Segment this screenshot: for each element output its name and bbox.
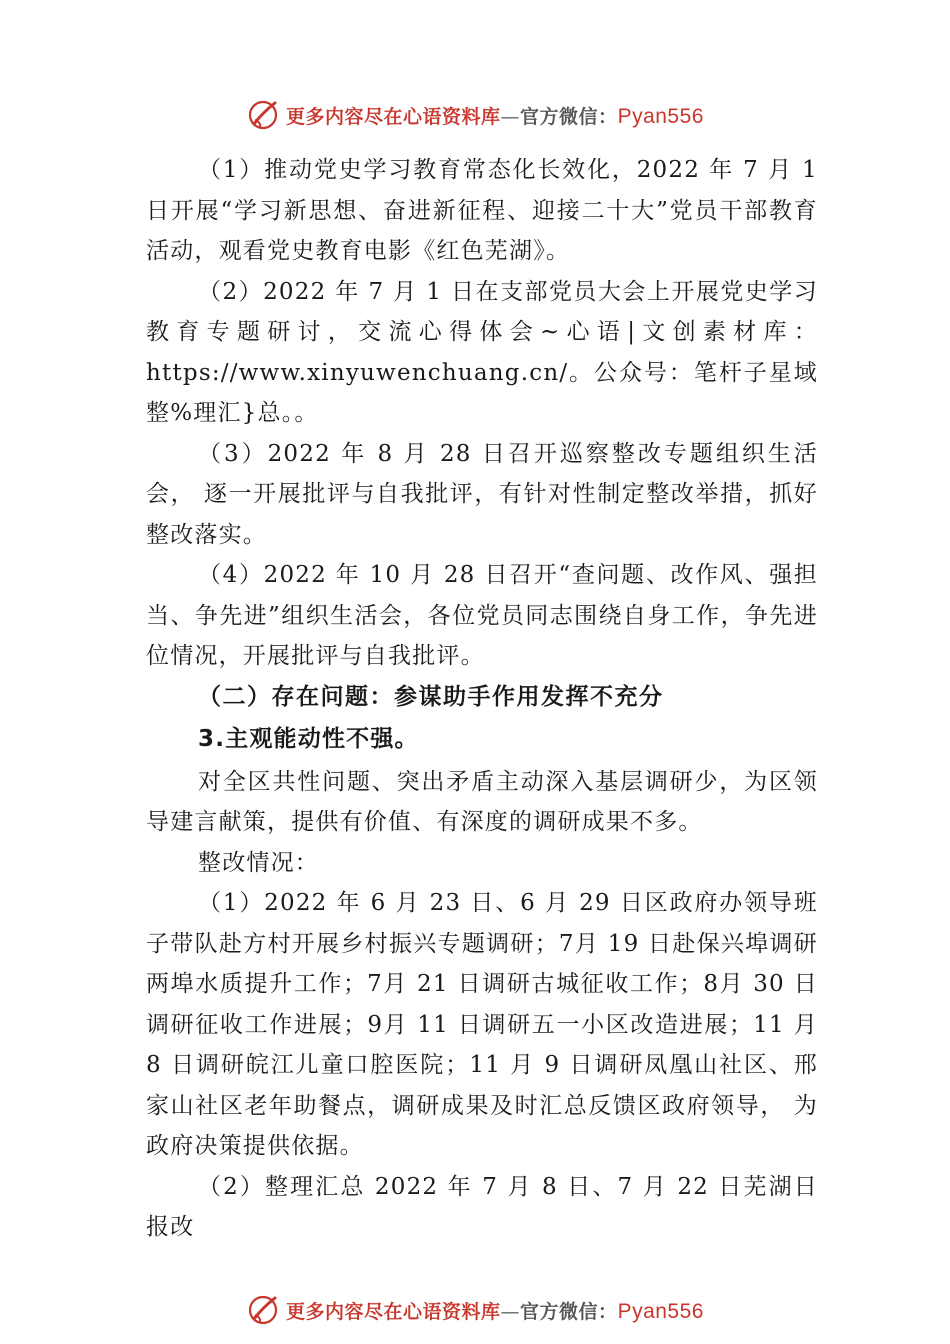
paragraph: 整改情况： [198, 849, 319, 876]
footer-text [286, 1297, 704, 1324]
paragraph: （1）推动党史学习教育常态化长效化，2022 年 7 月 1 日开展“学习新思想、奋进新征程、迎接二十大”党员干部教育活动，观看党史教育电影《红色芜湖》。 [146, 157, 818, 264]
paragraph: （4）2022 年 10 月 28 日召开“查问题、改作风、强担当、争先进”组织生活会，各位党员同志围绕自身工作，争先进位情况，开展批评与自我批评。 [146, 562, 818, 669]
brush-logo-icon [246, 1293, 280, 1327]
header-red-text: 更多内容尽在心语资料库 [286, 105, 501, 128]
header-text [286, 102, 704, 129]
header-handle: Pyan556 [617, 104, 704, 128]
header-dash: — [500, 105, 521, 128]
footer-red-text: 更多内容尽在心语资料库 [286, 1300, 501, 1323]
paragraph: （2）2022 年 7 月 1 日在支部党员大会上开展党史学习教育专题研讨，交流心得体会~心语|文创素材库：https://www.xinyuwenchuang.cn/。公众号：笔杆子星域整%理汇}总。。 [146, 278, 818, 426]
footer-banner [0, 1290, 950, 1330]
header-banner [0, 95, 950, 135]
header-gray-text: 官方微信： [520, 105, 618, 128]
footer-handle: Pyan556 [617, 1299, 704, 1323]
sub-heading: 3.主观能动性不强。 [198, 726, 419, 752]
paragraph: （3）2022 年 8 月 28 日召开巡察整改专题组织生活会， 逐一开展批评与自我批评，有针对性制定整改举措，抓好整改落实。 [146, 440, 818, 548]
paragraph: 对全区共性问题、突出矛盾主动深入基层调研少，为区领导建言献策，提供有价值、有深度的调研成果不多。 [146, 768, 818, 835]
brush-logo-icon [246, 98, 280, 132]
document-body [146, 150, 818, 1248]
section-heading: （二）存在问题：参谋助手作用发挥不充分 [198, 682, 664, 710]
footer-dash: — [500, 1300, 521, 1323]
footer-gray-text: 官方微信： [520, 1300, 618, 1323]
paragraph: （2）整理汇总 2022 年 7 月 8 日、7 月 22 日芜湖日报改 [146, 1173, 818, 1240]
paragraph: （1）2022 年 6 月 23 日、6 月 29 日区政府办领导班子带队赴方村开展乡村振兴专题调研；7月 19 日赴保兴埠调研两埠水质提升工作；7月 21 日调研古城征收工作；8月 30 日调研征收工作进展；9月 11 日调研五一小区改造进展；11 月 8 日调研皖江儿童口腔医院；11 月 9 日调研凤凰山社区、邢家山社区老年助餐点，调研成果及时汇总反馈区政府领导， 为政府决策提供依据。 [146, 890, 818, 1159]
